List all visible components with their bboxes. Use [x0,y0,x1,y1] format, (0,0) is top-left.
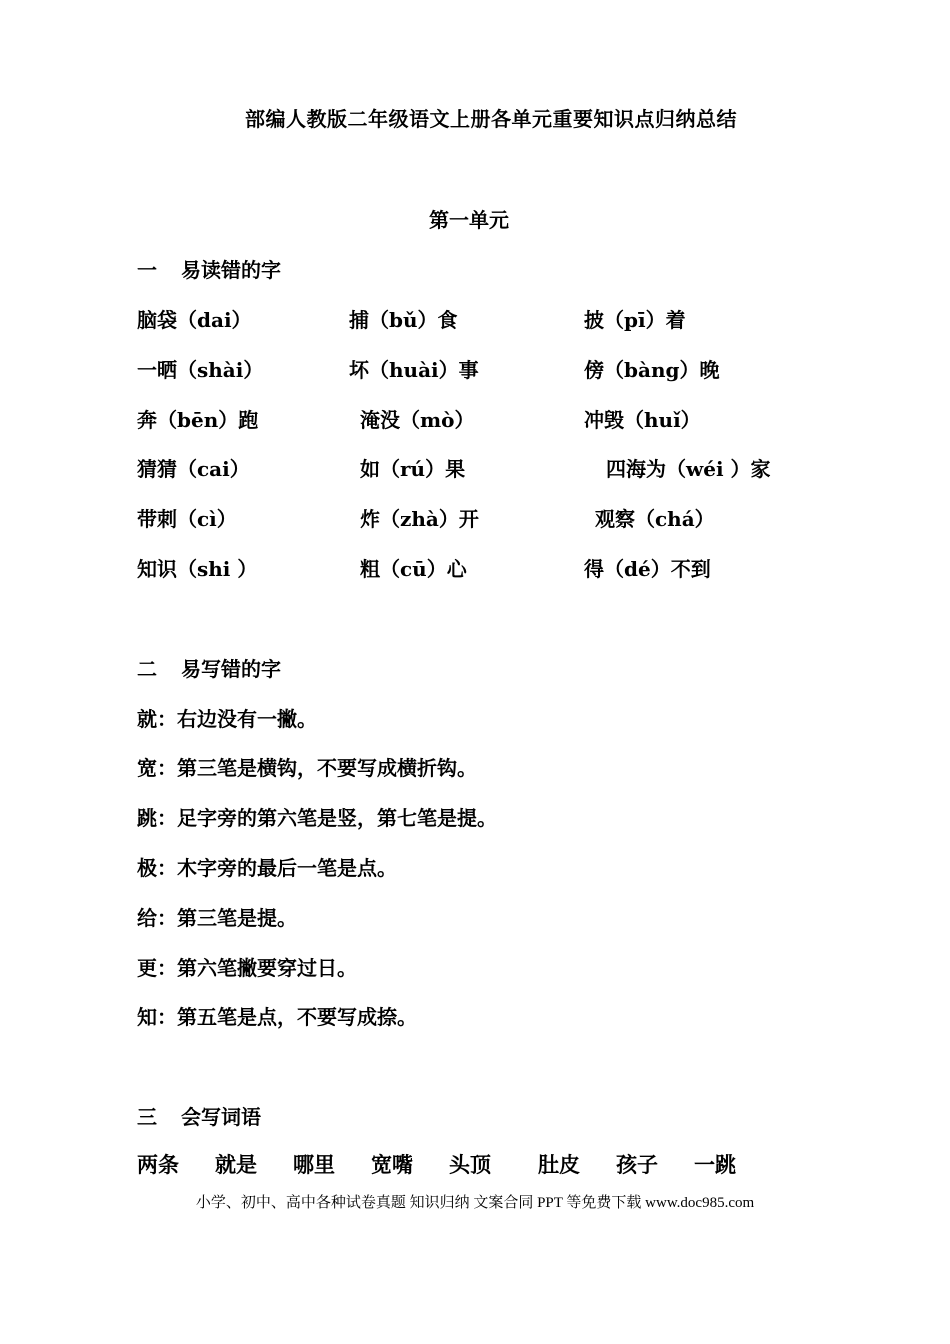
pinyin-entry: 炸（zhà）开 [360,507,479,531]
word-item: 肚皮 [538,1152,580,1177]
pinyin-row [0,354,950,384]
writing-note: 知：第五笔是点，不要写成捺。 [137,1005,417,1029]
section-number: 一 [137,258,157,282]
word-item: 就是 [215,1152,257,1177]
pinyin-entry: 一晒（shài） [137,358,264,382]
pinyin-entry: 傍（bàng）晚 [584,358,720,382]
pinyin-entry: 猜猜（cai） [137,457,250,481]
section-number: 二 [137,657,157,681]
word-item: 头顶 [449,1152,491,1177]
word-item: 宽嘴 [371,1152,413,1177]
section-heading-2 [137,653,281,682]
pinyin-entry: 披（pī）着 [584,308,686,332]
writing-note: 宽：第三笔是横钩，不要写成横折钩。 [137,756,477,780]
pinyin-entry: 知识（shi ） [137,557,258,581]
word-item: 孩子 [616,1152,658,1177]
word-item: 两条 [137,1152,179,1177]
section-number: 三 [137,1105,157,1129]
section-title: 易写错的字 [181,657,281,681]
pinyin-entry: 冲毁（huǐ） [584,408,701,432]
pinyin-entry: 捕（bǔ）食 [349,308,458,332]
writing-note: 就：右边没有一撇。 [137,707,317,731]
footer-text: 小学、初中、高中各种试卷真题 知识归纳 文案合同 PPT 等免费下载 www.doc985.com [195,1195,755,1211]
section-title: 会写词语 [181,1105,261,1129]
pinyin-entry: 得（dé）不到 [584,557,711,581]
pinyin-entry: 如（rú）果 [360,457,466,481]
writing-note: 给：第三笔是提。 [137,906,297,930]
pinyin-entry: 粗（cū）心 [360,557,467,581]
pinyin-row [0,404,950,434]
section-heading-3 [137,1101,261,1130]
unit-title: 第一单元 [429,208,509,232]
pinyin-row [0,553,950,583]
pinyin-entry: 坏（huài）事 [349,358,479,382]
pinyin-row [0,304,950,334]
section-title: 易读错的字 [181,258,281,282]
writing-note: 更：第六笔撇要穿过日。 [137,956,357,980]
pinyin-entry: 观察（chá） [595,507,715,531]
pinyin-row [0,503,950,533]
writing-note: 跳：足字旁的第六笔是竖，第七笔是提。 [137,806,497,830]
word-item: 一跳 [694,1152,736,1177]
document-title: 部编人教版二年级语文上册各单元重要知识点归纳总结 [245,107,737,131]
writing-note: 极：木字旁的最后一笔是点。 [137,856,397,880]
pinyin-entry: 四海为（wéi ）家 [606,457,771,481]
pinyin-entry: 脑袋（dai） [137,308,252,332]
section-heading-1 [137,254,281,283]
pinyin-entry: 淹没（mò） [360,408,475,432]
page-footer [0,1191,950,1212]
word-item: 哪里 [293,1152,335,1177]
pinyin-entry: 奔（bēn）跑 [137,408,259,432]
pinyin-entry: 带刺（cì） [137,507,237,531]
pinyin-row [0,453,950,483]
